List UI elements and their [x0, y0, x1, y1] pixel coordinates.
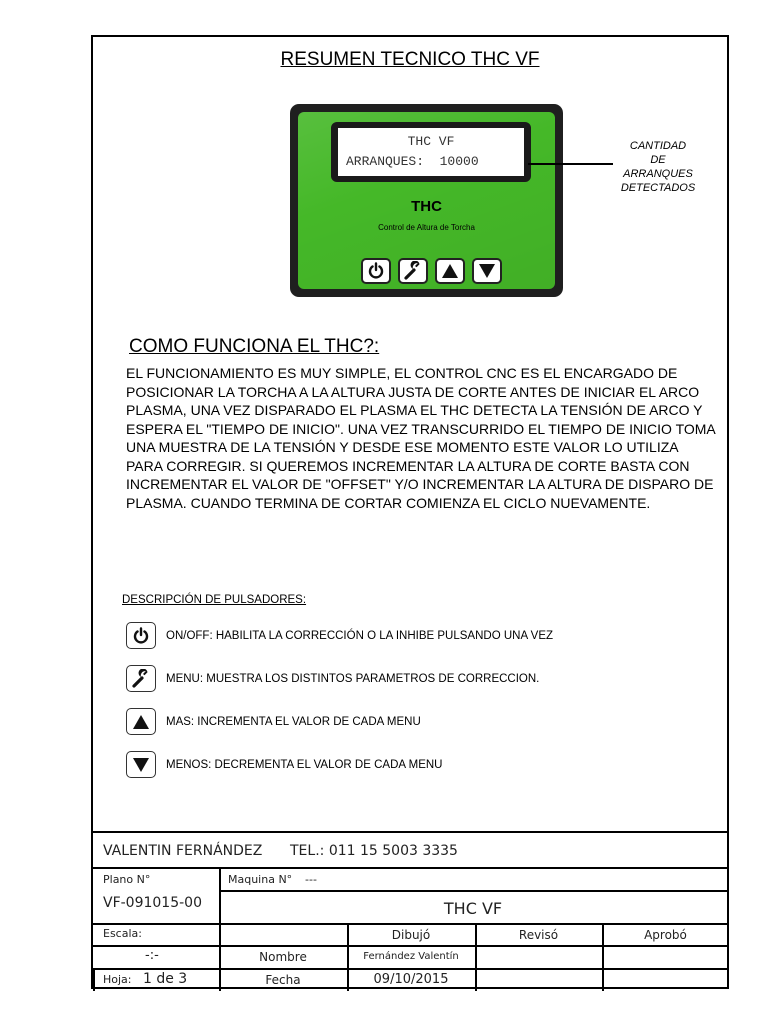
maquina-value: ---	[305, 873, 317, 886]
divider	[93, 945, 727, 947]
callout-line: CANTIDAD	[629, 140, 687, 152]
divider	[93, 968, 95, 991]
hoja-label: Hoja:	[103, 973, 132, 986]
section-heading: COMO FUNCIONA EL THC?:	[129, 336, 380, 357]
escala-label: Escala:	[103, 927, 142, 940]
lcd-display	[338, 128, 524, 176]
power-icon	[126, 622, 156, 649]
legend-item	[126, 708, 421, 735]
callout-line: DETECTADOS	[620, 182, 696, 194]
drawing-sheet	[91, 35, 729, 989]
callout-line: ARRANQUES	[623, 168, 693, 180]
power-icon	[361, 258, 391, 284]
device-panel	[298, 112, 555, 289]
legend-item	[126, 665, 539, 692]
arrow-down-icon	[472, 258, 502, 284]
fecha-value: 09/10/2015	[373, 972, 449, 987]
hoja-value: 1 de 3	[143, 971, 188, 987]
dibujo-label: Dibujó	[391, 928, 431, 942]
wrench-icon	[398, 258, 428, 284]
arrow-up-icon	[126, 708, 156, 735]
legend-item	[126, 751, 442, 778]
device-buttons	[361, 258, 502, 284]
aprobo-label: Aprobó	[644, 928, 687, 942]
section-paragraph: EL FUNCIONAMIENTO ES MUY SIMPLE, EL CONTROL CNC ES EL ENCARGADO DE POSICIONAR LA TORCHA A LA ALTURA JUSTA DE CORTE ANTES DE INICIAR EL ARCO PLASMA, UNA VEZ DISPARADO EL PLASMA EL THC DETECTA LA TENSIÓN DE ARCO Y ESPERA EL "TIEMPO DE INICIO". UNA VEZ TRANSCURRIDO EL TIEMPO DE INICIO TOMA UNA MUESTRA DE LA TENSIÓN Y DESDE ESE MOMENTO ESTE VALOR LO UTILIZA PARA CORREGIR. SI QUEREMOS INCREMENTAR LA ALTURA DE CORTE BASTA CON INCREMENTAR EL VALOR DE "OFFSET" Y/O INCREMENTAR LA ALTURA DE DISPARO DE PLASMA. CUANDO TERMINA DE CORTAR COMIENZA EL CICLO NUEVAMENTE.	[126, 365, 715, 511]
divider	[219, 890, 727, 892]
callout-line: DE	[650, 154, 666, 166]
legend-text: MENOS: DECREMENTA EL VALOR DE CADA MENU	[166, 758, 443, 771]
divider	[93, 923, 727, 925]
wrench-icon	[126, 665, 156, 692]
reviso-label: Revisó	[518, 928, 559, 942]
lcd-line-1: THC VF	[407, 134, 455, 149]
plano-label: Plano N°	[103, 873, 151, 886]
title-block	[93, 831, 727, 987]
drawing-title: THC VF	[443, 899, 503, 918]
legend-item	[126, 622, 553, 649]
arrow-down-icon	[126, 751, 156, 778]
lcd-line-2: ARRANQUES: 10000	[346, 154, 479, 169]
plano-value: VF-091015-00	[103, 895, 202, 911]
phone-number: TEL.: 011 15 5003 3335	[290, 843, 458, 859]
callout-label	[598, 139, 718, 195]
lcd-frame	[331, 122, 531, 182]
nombre-value: Fernández Valentín	[363, 951, 459, 962]
legend-text: MAS: INCREMENTA EL VALOR DE CADA MENU	[166, 715, 421, 728]
fecha-label: Fecha	[265, 973, 301, 987]
legend-title: DESCRIPCIÓN DE PULSADORES:	[122, 594, 307, 606]
page-title: RESUMEN TECNICO THC VF	[280, 49, 540, 70]
divider	[93, 867, 727, 869]
maquina-label: Maquina N°	[228, 873, 293, 886]
legend-text: MENU: MUESTRA LOS DISTINTOS PARAMETROS DE CORRECCION.	[166, 672, 540, 685]
escala-value: -:-	[145, 948, 159, 963]
device-brand: THC	[411, 198, 442, 215]
nombre-label: Nombre	[259, 950, 307, 964]
device-subtitle: Control de Altura de Torcha	[378, 223, 475, 232]
arrow-up-icon	[435, 258, 465, 284]
author-name: VALENTIN FERNÁNDEZ	[103, 843, 263, 859]
thc-device	[290, 104, 563, 297]
divider	[93, 968, 727, 970]
legend-text: ON/OFF: HABILITA LA CORRECCIÓN O LA INHIBE PULSANDO UNA VEZ	[166, 629, 554, 642]
